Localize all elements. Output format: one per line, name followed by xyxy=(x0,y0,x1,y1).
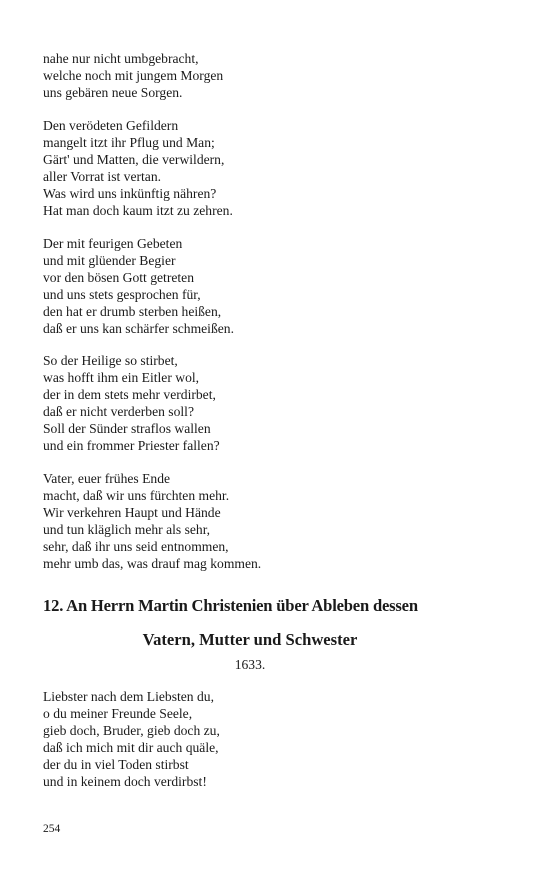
verse-line: Was wird uns inkünftig nähren? xyxy=(43,186,217,201)
verse-line: Soll der Sünder straflos wallen xyxy=(43,421,211,436)
verse-line: Den verödeten Gefildern xyxy=(43,118,179,133)
verse-line: uns gebären neue Sorgen. xyxy=(43,85,183,100)
verse-line: und tun kläglich mehr als sehr, xyxy=(43,522,211,537)
verse-line: den hat er drumb sterben heißen, xyxy=(43,304,222,319)
verse-line: Gärt' und Matten, die verwildern, xyxy=(43,152,225,167)
verse-line: So der Heilige so stirbet, xyxy=(43,353,178,368)
verse-line: mangelt itzt ihr Pflug und Man; xyxy=(43,135,215,150)
verse-line: Vater, euer frühes Ende xyxy=(43,471,171,486)
verse-line: Der mit feurigen Gebeten xyxy=(43,236,183,251)
stanza xyxy=(43,352,503,454)
section-heading: 12. An Herrn Martin Christenien über Ableben dessen xyxy=(43,596,418,615)
stanza xyxy=(43,50,503,101)
section-subheading-text: Vatern, Mutter und Schwester xyxy=(142,630,358,649)
verse-line: gieb doch, Bruder, gieb doch zu, xyxy=(43,723,220,738)
year-label: 1633. xyxy=(234,657,266,672)
stanza xyxy=(43,235,503,337)
verse-line: nahe nur nicht umbgebracht, xyxy=(43,51,199,66)
verse-line: daß ich mich mit dir auch quäle, xyxy=(43,740,219,755)
verse-line: welche noch mit jungem Morgen xyxy=(43,68,224,83)
section-subheading xyxy=(0,630,500,650)
verse-line: daß er uns kan schärfer schmeißen. xyxy=(43,321,234,336)
verse-line: der in dem stets mehr verdirbet, xyxy=(43,387,216,402)
page-number: 254 xyxy=(43,823,61,835)
stanza xyxy=(43,117,503,219)
verse-line: und uns stets gesprochen für, xyxy=(43,287,201,302)
verse-line: vor den bösen Gott getreten xyxy=(43,270,194,285)
verse-line: daß er nicht verderben soll? xyxy=(43,404,194,419)
verse-line: Liebster nach dem Liebsten du, xyxy=(43,689,214,704)
verse-line: sehr, daß ihr uns seid entnommen, xyxy=(43,539,229,554)
verse-line: o du meiner Freunde Seele, xyxy=(43,706,193,721)
verse-line: und in keinem doch verdirbst! xyxy=(43,774,207,789)
verse-line: macht, daß wir uns fürchten mehr. xyxy=(43,488,230,503)
stanza xyxy=(43,688,503,790)
verse-line: Hat man doch kaum itzt zu zehren. xyxy=(43,203,233,218)
verse-line: und ein frommer Priester fallen? xyxy=(43,438,220,453)
verse-line: was hofft ihm ein Eitler wol, xyxy=(43,370,200,385)
verse-line: aller Vorrat ist vertan. xyxy=(43,169,162,184)
verse-line: und mit glüender Begier xyxy=(43,253,176,268)
verse-line: mehr umb das, was drauf mag kommen. xyxy=(43,556,262,571)
stanza xyxy=(43,470,503,572)
verse-line: der du in viel Toden stirbst xyxy=(43,757,189,772)
verse-line: Wir verkehren Haupt und Hände xyxy=(43,505,221,520)
